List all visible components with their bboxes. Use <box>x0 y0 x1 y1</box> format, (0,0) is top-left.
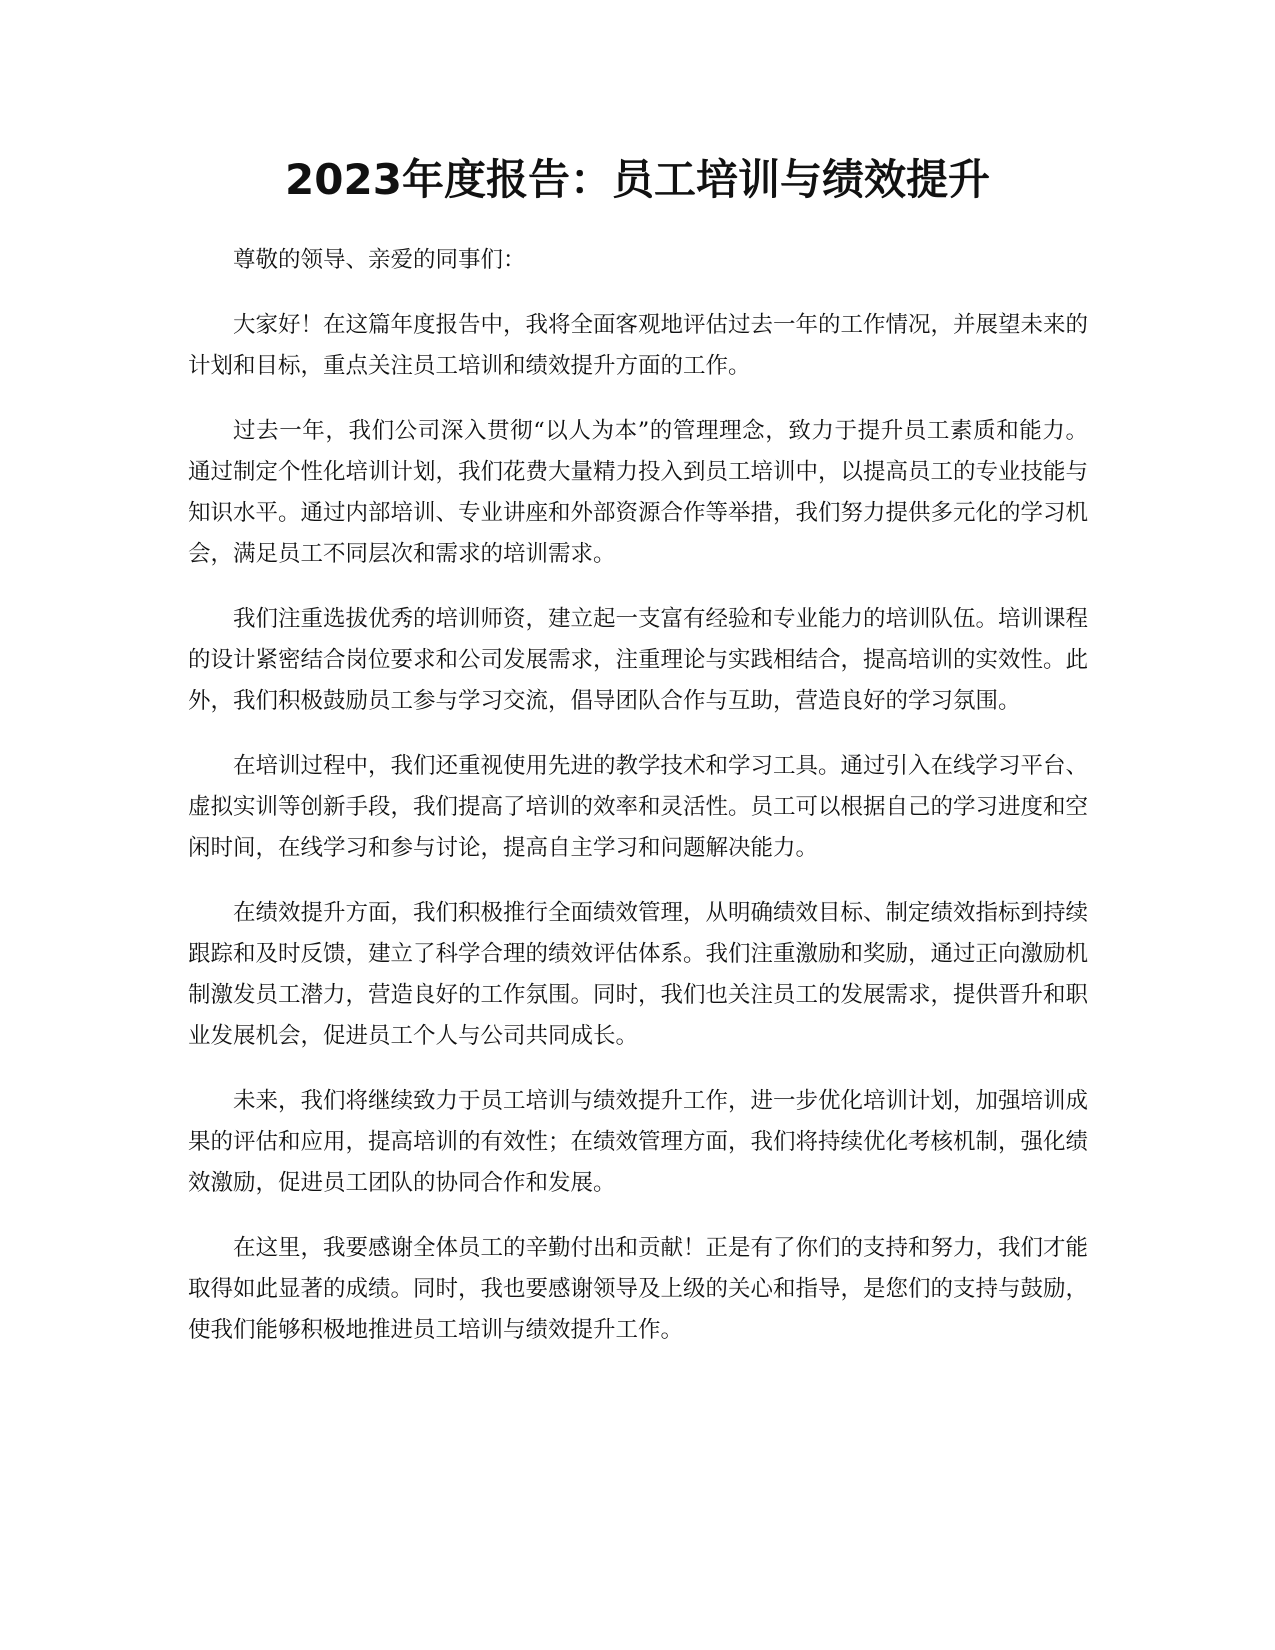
document-title: 2023年度报告：员工培训与绩效提升 <box>285 155 990 204</box>
document-body <box>188 240 1088 1375</box>
body-paragraph: 过去一年，我们公司深入贯彻“以人为本”的管理理念，致力于提升员工素质和能力。通过制定个性化培训计划，我们花费大量精力投入到员工培训中，以提高员工的专业技能与知识水平。通过内部培训、专业讲座和外部资源合作等举措，我们努力提供多元化的学习机会，满足员工不同层次和需求的培训需求。 <box>188 418 1089 567</box>
body-paragraph: 在培训过程中，我们还重视使用先进的教学技术和学习工具。通过引入在线学习平台、虚拟实训等创新手段，我们提高了培训的效率和灵活性。员工可以根据自己的学习进度和空闲时间，在线学习和参与讨论，提高自主学习和问题解决能力。 <box>188 753 1089 861</box>
closing-paragraph: 在这里，我要感谢全体员工的辛勤付出和贡献！正是有了你们的支持和努力，我们才能取得如此显著的成绩。同时，我也要感谢领导及上级的关心和指导，是您们的支持与鼓励，使我们能够积极地推进员工培训与绩效提升工作。 <box>188 1235 1089 1343</box>
body-paragraph: 在绩效提升方面，我们积极推行全面绩效管理，从明确绩效目标、制定绩效指标到持续跟踪和及时反馈，建立了科学合理的绩效评估体系。我们注重激励和奖励，通过正向激励机制激发员工潜力，营造良好的工作氛围。同时，我们也关注员工的发展需求，提供晋升和职业发展机会，促进员工个人与公司共同成长。 <box>188 900 1089 1049</box>
greeting-paragraph: 尊敬的领导、亲爱的同事们： <box>233 247 526 273</box>
body-paragraph: 大家好！在这篇年度报告中，我将全面客观地评估过去一年的工作情况，并展望未来的计划和目标，重点关注员工培训和绩效提升方面的工作。 <box>188 312 1089 379</box>
body-paragraph: 未来，我们将继续致力于员工培训与绩效提升工作，进一步优化培训计划，加强培训成果的评估和应用，提高培训的有效性；在绩效管理方面，我们将持续优化考核机制，强化绩效激励，促进员工团队的协同合作和发展。 <box>188 1088 1089 1196</box>
body-paragraph: 我们注重选拔优秀的培训师资，建立起一支富有经验和专业能力的培训队伍。培训课程的设计紧密结合岗位要求和公司发展需求，注重理论与实践相结合，提高培训的实效性。此外，我们积极鼓励员工参与学习交流，倡导团队合作与互助，营造良好的学习氛围。 <box>188 606 1089 714</box>
